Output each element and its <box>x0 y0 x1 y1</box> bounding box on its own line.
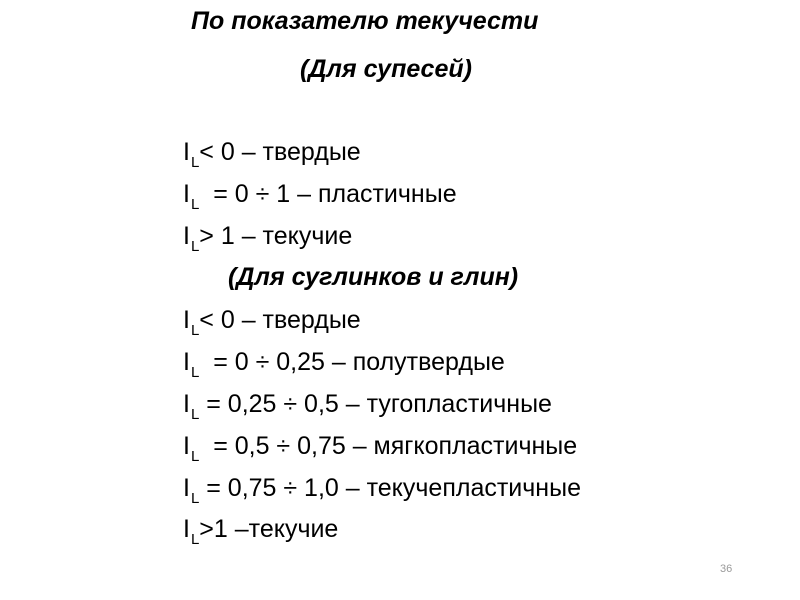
section-heading-sandy-loam: (Для супесей) <box>300 55 472 83</box>
liquidity-index-symbol: $I_L$ <box>183 515 200 548</box>
liquidity-index-symbol: $I_L$ <box>183 138 200 171</box>
liquidity-index-symbol: $I_L$ <box>183 474 200 507</box>
list-item <box>183 431 578 465</box>
liquidity-index-symbol: $I_L$ <box>183 390 200 423</box>
condition-text: >1 –текучие <box>199 515 339 543</box>
liquidity-index-symbol: $I_L$ <box>183 432 200 465</box>
condition-text: = 0,75 ÷ 1,0 – текучепластичные <box>199 474 581 502</box>
liquidity-index-symbol: $I_L$ <box>183 222 200 255</box>
page-title: По показателю текучести <box>191 7 539 35</box>
condition-text: = 0,5 ÷ 0,75 – мягкопластичные <box>199 432 578 460</box>
list-item <box>183 305 361 339</box>
list-item <box>183 473 581 507</box>
slide-number: 36 <box>720 563 733 575</box>
liquidity-index-symbol: $I_L$ <box>183 348 200 381</box>
condition-text: < 0 – твердые <box>199 306 361 334</box>
liquidity-index-symbol: $I_L$ <box>183 180 200 213</box>
condition-text: < 0 – твердые <box>199 138 361 166</box>
condition-text: = 0 ÷ 1 – пластичные <box>199 180 457 208</box>
list-item <box>183 347 505 381</box>
condition-text: = 0,25 ÷ 0,5 – тугопластичные <box>199 390 552 418</box>
list-item <box>183 389 552 423</box>
liquidity-index-symbol: $I_L$ <box>183 306 200 339</box>
list-item <box>183 221 353 255</box>
condition-text: > 1 – текучие <box>199 222 353 250</box>
list-item <box>183 179 457 213</box>
list-item <box>183 514 339 548</box>
condition-text: = 0 ÷ 0,25 – полутвердые <box>199 348 505 376</box>
section-heading-loam-and-clay: (Для суглинков и глин) <box>228 263 519 291</box>
list-item <box>183 137 361 171</box>
